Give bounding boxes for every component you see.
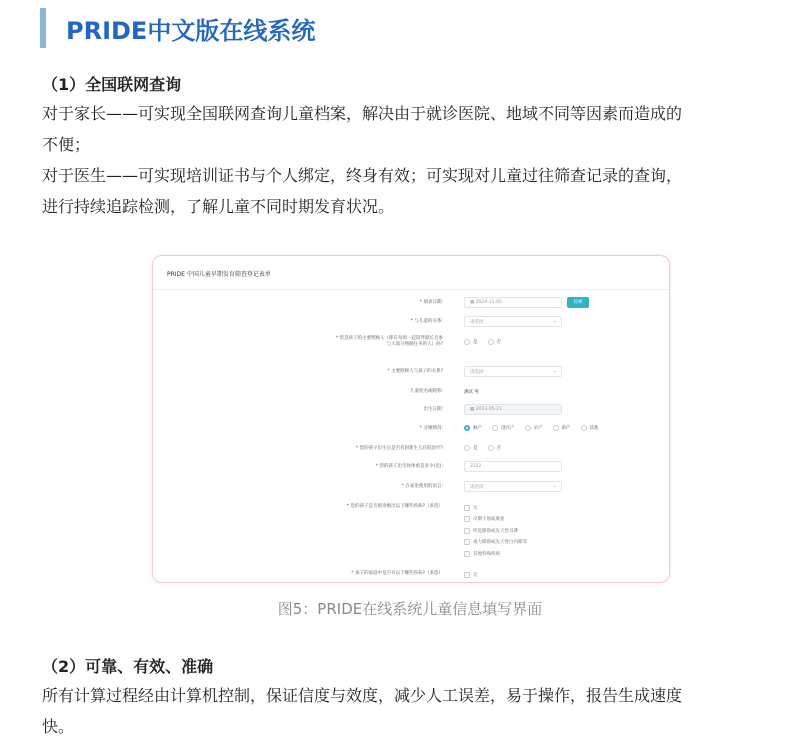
- relation-select[interactable]: [464, 316, 562, 327]
- checkbox-icon: [464, 528, 470, 534]
- yes-label: 是: [473, 340, 478, 345]
- condition-option-2[interactable]: [464, 514, 527, 526]
- relation-label: * 与儿童的关系:: [410, 319, 443, 324]
- yes-label: 是: [473, 446, 478, 451]
- radio-circle-icon: [492, 425, 498, 431]
- condition-option-4[interactable]: [464, 537, 527, 549]
- checkbox-icon: [464, 551, 470, 557]
- special-care-no-radio[interactable]: [488, 445, 502, 451]
- section2-line1: 所有计算过程经由计算机控制，保证信度与效度，减少人工误差，易于操作，报告生成速度: [42, 686, 683, 705]
- child-name-value: 测试 男: [464, 390, 479, 395]
- condition-label: * 您的孩子是否被诊断出以下哪些疾病?（多选）: [346, 504, 443, 509]
- birth-row: [153, 404, 669, 416]
- para2-line1: 对于医生——可实现培训证书与个人绑定，终身有效；可实现对儿童过往筛查记录的查询，: [42, 166, 683, 185]
- section-title: [40, 8, 740, 48]
- delivery-option-label: 剖宫产: [501, 426, 515, 431]
- special-care-yes-radio[interactable]: [464, 445, 478, 451]
- delivery-option-label: 早产: [533, 426, 543, 431]
- special-care-radio-group: [464, 445, 505, 451]
- condition-option-1[interactable]: [464, 502, 527, 514]
- chevron-down-icon: ⌄: [552, 483, 557, 489]
- family-option-1[interactable]: [464, 569, 478, 581]
- birth-label: 出生日期:: [423, 407, 443, 412]
- embedded-screenshot: [152, 255, 670, 583]
- radio-circle-icon: [488, 445, 494, 451]
- delivery-radio-group: [464, 425, 603, 431]
- section1-paragraph: [42, 98, 782, 222]
- date-row: [153, 297, 669, 309]
- delivery-option-3[interactable]: [525, 425, 543, 431]
- radio-circle-icon: [581, 425, 587, 431]
- delivery-option-label: 其他: [589, 426, 599, 431]
- special-care-row: [153, 443, 669, 455]
- main-caregiver-placeholder: 请选择: [470, 370, 484, 375]
- condition-row: [153, 502, 669, 557]
- weight-value: 2222: [470, 464, 482, 469]
- birth-value: 2023-05-21: [475, 407, 502, 412]
- caregiver-radio-group: [464, 339, 505, 345]
- delivery-label: * 分娩情况:: [419, 426, 443, 431]
- delivery-option-label: 助产: [561, 426, 571, 431]
- query-button[interactable]: 检索: [567, 297, 589, 308]
- delivery-option-label: 顺产: [473, 426, 482, 431]
- family-label: * 孩子的家庭中是否有以下哪些疾病?（多选）: [351, 571, 443, 576]
- relation-row: [153, 316, 669, 328]
- condition-option-label: 早期干预或康复: [473, 517, 505, 523]
- para1-line1: 对于家长——可实现全国联网查询儿童档案，解决由于就诊医院、地域不同等因素而造成的: [42, 104, 683, 123]
- caregiver-no-radio[interactable]: [488, 339, 502, 345]
- figure-caption: 图5：PRIDE在线系统儿童信息填写界面: [277, 600, 543, 618]
- no-label: 否: [496, 340, 501, 345]
- language-select[interactable]: [464, 481, 562, 492]
- condition-option-label: 其他特殊疾病: [473, 551, 500, 557]
- section2-paragraph: [42, 680, 782, 742]
- condition-option-label: 视力障碍或先天性白内障等: [473, 540, 527, 546]
- birth-input: [464, 404, 562, 415]
- language-label: * 在家里使用的语言:: [401, 484, 443, 489]
- delivery-row: [153, 423, 669, 435]
- condition-option-3[interactable]: [464, 525, 527, 537]
- special-care-label: * 您的孩子出生后是否有因新生儿住院治疗?: [355, 446, 443, 451]
- caregiver-label-line2: 与大部分照顾任务的人）吗?: [386, 342, 443, 347]
- weight-input[interactable]: [464, 461, 562, 472]
- condition-option-label: 听觉障碍或先天性耳聋: [473, 528, 518, 534]
- form-header: PRIDE 中国儿童早期发育筛查登记表单: [153, 256, 669, 290]
- family-checkbox-list: [464, 569, 478, 581]
- calendar-icon: ▦: [470, 300, 476, 305]
- radio-circle-icon: [525, 425, 531, 431]
- main-caregiver-row: [153, 366, 669, 378]
- radio-circle-icon: [488, 339, 494, 345]
- chevron-down-icon: ⌄: [552, 318, 557, 324]
- checkbox-icon: [464, 516, 470, 522]
- delivery-option-4[interactable]: [553, 425, 571, 431]
- caregiver-label: [336, 336, 443, 348]
- main-caregiver-select[interactable]: [464, 366, 562, 377]
- no-label: 否: [496, 446, 501, 451]
- delivery-option-2[interactable]: [492, 425, 515, 431]
- checkbox-icon: [464, 572, 470, 578]
- date-label: * 填表日期:: [419, 300, 443, 305]
- caregiver-row: [153, 337, 669, 349]
- date-value: 2024-11-05: [475, 300, 502, 305]
- page-title: PRIDE中文版在线系统: [66, 16, 316, 45]
- chevron-down-icon: ⌄: [552, 368, 557, 374]
- weight-row: [153, 461, 669, 473]
- section1-heading: （1）全国联网查询: [42, 75, 182, 94]
- calendar-icon: ▦: [470, 407, 476, 412]
- language-placeholder: 请选择: [470, 485, 484, 490]
- radio-circle-icon: [464, 339, 470, 345]
- child-name-row: [153, 386, 669, 398]
- radio-circle-icon: [553, 425, 559, 431]
- caregiver-label-line1: * 您是孩子的主要照顾人（即在每周一起陪伴最长且参: [335, 336, 443, 341]
- child-name-label: 儿童姓名或昵称:: [409, 389, 443, 394]
- checkbox-icon: [464, 505, 470, 511]
- delivery-option-5[interactable]: [581, 425, 599, 431]
- family-row: [153, 569, 669, 581]
- radio-circle-icon: [464, 445, 470, 451]
- delivery-option-1[interactable]: [464, 425, 482, 431]
- family-option-label: 无: [473, 572, 478, 578]
- weight-label: * 您的孩子出生时体重是多少(克):: [375, 464, 443, 469]
- section2-heading: （2）可靠、有效、准确: [42, 657, 214, 676]
- main-caregiver-label: * 主要照顾人与孩子的关系?: [387, 369, 443, 374]
- relation-placeholder: 请选择: [470, 320, 484, 325]
- language-row: [153, 481, 669, 493]
- condition-checkbox-list: [464, 502, 527, 560]
- para2-line2: 进行持续追踪检测，了解儿童不同时期发育状况。: [42, 197, 395, 216]
- condition-option-5[interactable]: [464, 548, 527, 560]
- checkbox-icon: [464, 539, 470, 545]
- condition-option-label: 无: [473, 505, 478, 511]
- radio-selected-icon: [464, 425, 470, 431]
- caregiver-yes-radio[interactable]: [464, 339, 478, 345]
- date-input[interactable]: [464, 297, 562, 308]
- section2-line2: 快。: [42, 717, 75, 736]
- para1-line2: 不便；: [42, 135, 91, 154]
